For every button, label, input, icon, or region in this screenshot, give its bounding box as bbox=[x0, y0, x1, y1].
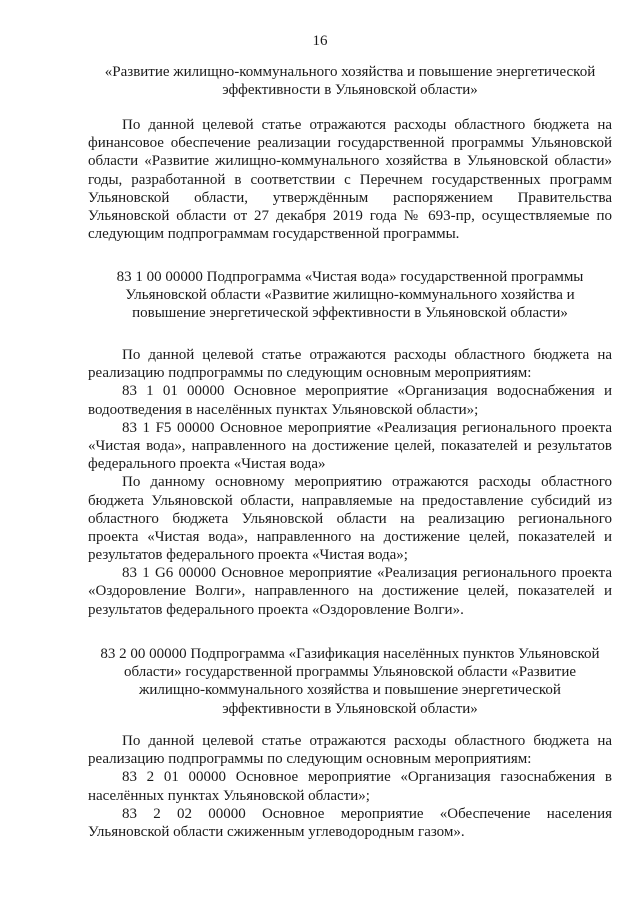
text-line: По данному основному мероприятию отражаются расходы областного bbox=[122, 474, 612, 491]
text-line: 83 1 G6 00000 Основное мероприятие «Реализация регионального проекта bbox=[122, 565, 612, 582]
text-line: годы, разработанной в соответствии с Перечнем государственных программ bbox=[88, 171, 612, 188]
text-line: По данной целевой статье отражаются расходы областного бюджета на bbox=[122, 347, 612, 363]
text-line: бюджета Ульяновской области, направляемые на предоставление субсидий из bbox=[88, 492, 612, 509]
text-line: По данной целевой статье отражаются расходы областного бюджета на bbox=[122, 733, 612, 749]
text-line: «Оздоровление Волги», направленного на достижение целей, показателей и bbox=[88, 583, 612, 600]
text-line: реализацию подпрограммы по следующим основным мероприятиям: bbox=[88, 365, 532, 382]
heading-line: жилищно-коммунального хозяйства и повышение энергетической bbox=[139, 682, 561, 699]
heading-line: повышение энергетической эффективности в Ульяновской области» bbox=[132, 305, 568, 322]
text-line: проекта «Чистая вода», направленного на достижение целей, показателей и bbox=[88, 528, 612, 545]
section3-paragraph bbox=[88, 732, 612, 841]
heading-line: «Развитие жилищно-коммунального хозяйства и повышение энергетической bbox=[104, 64, 596, 80]
text-line: Ульяновской области от 27 декабря 2019 года № 693-пр, осуществляемые по bbox=[88, 207, 612, 224]
section2-heading bbox=[88, 268, 612, 323]
text-line: областного бюджета Ульяновской области на реализацию регионального bbox=[88, 510, 612, 527]
text-line: 83 2 01 00000 Основное мероприятие «Организация газоснабжения в bbox=[122, 769, 612, 786]
heading-line: 83 1 00 00000 Подпрограмма «Чистая вода» государственной программы bbox=[116, 269, 584, 285]
page-number: 16 bbox=[312, 33, 328, 49]
heading-line: эффективности в Ульяновской области» bbox=[222, 700, 478, 717]
text-line: 83 1 F5 00000 Основное мероприятие «Реализация регионального проекта bbox=[122, 419, 612, 436]
heading-line: эффективности в Ульяновской области» bbox=[222, 82, 478, 99]
text-line: федерального проекта «Чистая вода» bbox=[88, 456, 326, 473]
text-line: реализацию подпрограммы по следующим основным мероприятиям: bbox=[88, 751, 532, 768]
text-line: 83 2 02 00000 Основное мероприятие «Обеспечение населения bbox=[122, 805, 612, 822]
text-line: «Чистая вода», направленного на достижение целей, показателей и результатов bbox=[88, 437, 612, 454]
text-line: водоотведения в населённых пунктах Ульяновской области»; bbox=[88, 401, 479, 418]
text-line: следующим подпрограммам государственной программы. bbox=[88, 226, 460, 243]
section1-heading bbox=[88, 63, 612, 99]
text-line: области «Развитие жилищно-коммунального хозяйства в Ульяновской области» bbox=[88, 153, 612, 170]
heading-line: области» государственной программы Ульяновской области «Развитие bbox=[124, 664, 576, 681]
text-line: Ульяновской области сжиженным углеводородным газом». bbox=[88, 823, 465, 840]
text-line: результатов федерального проекта «Чистая вода»; bbox=[88, 547, 408, 564]
text-line: результатов федерального проекта «Оздоровление Волги». bbox=[88, 601, 464, 618]
heading-line: 83 2 00 00000 Подпрограмма «Газификация населённых пунктов Ульяновской bbox=[100, 646, 600, 662]
text-line: финансовое обеспечение реализации государственной программы Ульяновской bbox=[88, 135, 612, 152]
text-line: населённых пунктах Ульяновской области»; bbox=[88, 787, 370, 804]
text-line: По данной целевой статье отражаются расходы областного бюджета на bbox=[122, 117, 612, 133]
section1-paragraph bbox=[88, 116, 612, 243]
text-line: Ульяновской области, утверждённым распоряжением Правительства bbox=[88, 189, 612, 206]
heading-line: Ульяновской области «Развитие жилищно-коммунального хозяйства и bbox=[125, 287, 575, 304]
text-line: 83 1 01 00000 Основное мероприятие «Организация водоснабжения и bbox=[122, 383, 612, 400]
section2-paragraph bbox=[88, 346, 612, 619]
section3-heading bbox=[88, 645, 612, 718]
